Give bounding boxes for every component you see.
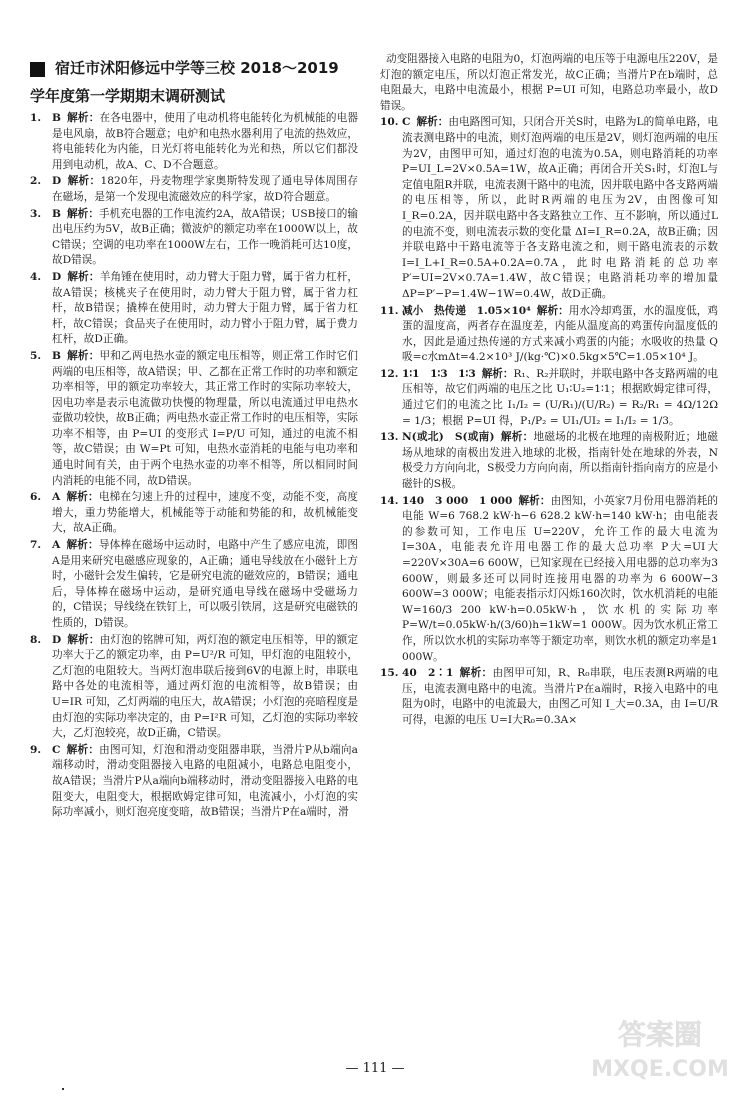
answer-key: C bbox=[52, 743, 61, 756]
left-answer-list bbox=[30, 111, 358, 821]
answer-item bbox=[30, 111, 358, 173]
answer-body bbox=[402, 666, 718, 728]
answer-body bbox=[402, 430, 718, 492]
analysis-text: 电梯在匀速上升的过程中，速度不变，动能不变，高度增大，重力势能增大，机械能等于动能和势能的和，故机械能变大，故A正确。 bbox=[52, 491, 359, 535]
svg-text:答案圈: 答案圈 bbox=[617, 1018, 703, 1051]
answer-key: D bbox=[52, 175, 62, 188]
analysis-text: 手机充电器的工作电流约2A，故A错误；USB接口的输出电压约为5V，故B正确；微波炉的额定功率在1000W以上，故C错误；空调的电功率在1000W左右，工作一晚消耗可达10度，故D错误。 bbox=[52, 207, 358, 267]
question-number: 11. bbox=[380, 304, 399, 317]
question-number: 10. bbox=[380, 116, 399, 129]
answer-key: N(或北) S(或南) bbox=[402, 431, 495, 444]
question-number: 15. bbox=[380, 667, 399, 680]
answer-key: B bbox=[52, 349, 61, 362]
analysis-label: 解析： bbox=[459, 667, 493, 680]
question-number: 9. bbox=[30, 743, 42, 756]
watermark-logo bbox=[590, 1010, 730, 1090]
question-number: 1. bbox=[30, 112, 42, 124]
analysis-text: 由图甲可知，R、R₀串联，电压表测R两端的电压，电流表测电路中的电流。当滑片P在a端时，R接入电路中的电阻为0时，电路中的电流最大，由图乙可知 I_大=0.3A，由 I=U/R 可得，电源的电压 U=I大R₀=0.3A× bbox=[402, 667, 719, 726]
analysis-label: 解析： bbox=[67, 175, 101, 188]
answer-item bbox=[380, 52, 718, 114]
answer-item bbox=[380, 115, 718, 302]
question-number: 13. bbox=[380, 431, 399, 444]
answer-body bbox=[52, 349, 358, 489]
analysis-label: 解析： bbox=[518, 494, 551, 507]
answer-item bbox=[30, 207, 358, 269]
answer-item bbox=[380, 666, 718, 728]
answer-body bbox=[52, 111, 358, 173]
question-number: 8. bbox=[30, 633, 42, 646]
section-heading bbox=[30, 58, 358, 79]
svg-text:MXQE.COM: MXQE.COM bbox=[591, 1057, 729, 1082]
analysis-text: 甲和乙两电热水壶的额定电压相等，则正常工作时它们两端的电压相等，故A错误；甲、乙都在正常工作时的功率和额定功率相等，甲的额定功率较大，其正常工作时的实际功率较大，因电功率是表示电流做功快慢的物理量，所以电流通过甲电热水壶做功较快，故B正确；两电热水壶正常工作时的电压相等，实际功率不相等，由 P=UI 的变形式 I=P/U 可知，通过的电流不相等，故C错误；由 W=Pt 可知，电热水壶消耗的电能与电功率和通电时间有关，由于两个电热水壶的功率不相等，所以相同时间内消耗的电能不同，故D错误。 bbox=[52, 349, 359, 487]
analysis-text: 动变阻器接入电路的电阻为0，灯泡两端的电压等于电源电压220V，是灯泡的额定电压，所以灯泡正常发光，故C正确；当滑片P在b端时，总电阻最大，电路中电流最小，根据 P=UI 可知，电路总功率最小，故D错误。 bbox=[380, 53, 718, 112]
answer-body bbox=[52, 538, 358, 632]
answer-body bbox=[52, 490, 358, 537]
answer-key: A bbox=[52, 539, 61, 552]
analysis-text: 由灯泡的铭牌可知，两灯泡的额定电压相等，甲的额定功率大于乙的额定功率，由 P=U²/R 可知，甲灯泡的电阻较小，乙灯泡的电阻较大。当两灯泡串联后接到6V的电源上时，串联电路中各处的电流相等，通过两灯泡的电流相等，故B错误；由 U=IR 可知，乙灯两端的电压大，故A错误；小灯泡的亮暗程度是由灯泡的实际功率决定的，由 P=I²R 可知，乙灯泡的实际功率较大，乙灯泡较亮，故D正确，C错误。 bbox=[52, 633, 359, 740]
answer-key: 减小 热传递 1.05×10⁴ bbox=[402, 304, 531, 317]
right-answer-list bbox=[380, 52, 718, 729]
answer-item bbox=[380, 494, 718, 666]
answer-key: C bbox=[402, 116, 411, 129]
answer-key: 1∶1 1∶3 1∶3 bbox=[402, 367, 476, 380]
answer-item bbox=[380, 367, 718, 429]
analysis-label: 解析： bbox=[66, 539, 99, 552]
answer-body bbox=[380, 52, 718, 114]
analysis-label: 解析： bbox=[66, 349, 100, 362]
analysis-label: 解析： bbox=[66, 207, 99, 220]
answer-key: 140 3 000 1 000 bbox=[402, 494, 513, 507]
question-number: 14. bbox=[380, 494, 399, 507]
answer-item bbox=[30, 490, 358, 537]
answer-body bbox=[52, 270, 358, 348]
analysis-label: 解析： bbox=[67, 633, 100, 646]
analysis-text: 羊角锤在使用时，动力臂大于阻力臂，属于省力杠杆，故A错误；核桃夹子在使用时，动力臂大于阻力臂，属于省力杠杆，故B错误；撬棒在使用时，动力臂大于阻力臂，属于省力杠杆，故C错误；食品夹子在使用时，动力臂小于阻力臂，属于费力杠杆，故D正确。 bbox=[52, 270, 359, 346]
answer-body bbox=[52, 633, 358, 742]
question-number: 12. bbox=[380, 367, 399, 380]
answer-key: D bbox=[52, 270, 62, 283]
analysis-label: 解析： bbox=[66, 112, 100, 124]
question-number: 5. bbox=[30, 349, 42, 362]
analysis-label: 解析： bbox=[500, 431, 534, 444]
analysis-label: 解析： bbox=[536, 304, 569, 317]
answer-key: A bbox=[52, 491, 61, 504]
answer-item bbox=[30, 270, 358, 348]
answer-body bbox=[52, 174, 358, 205]
answer-key: 40 2∶1 bbox=[402, 667, 454, 680]
answer-item bbox=[380, 304, 718, 366]
answer-body bbox=[402, 304, 718, 366]
answer-item bbox=[30, 743, 358, 821]
analysis-label: 解析： bbox=[66, 491, 99, 504]
question-number: 6. bbox=[30, 491, 42, 504]
answer-item bbox=[30, 174, 358, 205]
answer-item bbox=[380, 430, 718, 492]
analysis-text: 由图知，小英家7月份用电器消耗的电能 W=6 768.2 kW·h−6 628.2 kW·h=140 kW·h；由电能表的参数可知，工作电压 U=220V，允许工作的最大电流为 I=30A，电能表允许用电器工作的最大总功率 P大=UI大=220V×30A=6 600W，已知家现在已经接入用电器的总功率为3 600W，则最多还可以同时连接用电器的功率为 6 600W−3 600W=3 000W；电能表指示灯闪烁160次时，饮水机消耗的电能 W=160/3 200 kW·h=0.05kW·h，饮水机的实际功率 P=W/t=0.05kW·h/(3/60)h=1kW=1 000W。因为饮水机正常工作，所以饮水机的实际功率等于额定功率，则饮水机的额定功率是1 000W。 bbox=[402, 494, 718, 663]
answer-body bbox=[402, 494, 718, 666]
heading-square-icon bbox=[30, 62, 45, 77]
question-number: 4. bbox=[30, 270, 42, 283]
analysis-label: 解析： bbox=[416, 116, 449, 129]
analysis-label: 解析： bbox=[66, 743, 100, 756]
analysis-text: 地磁场的北极在地理的南极附近；地磁场从地球的南极出发进入地球的北极，指南针处在地球的外表，N极受力方向向北，S极受力方向向南，所以指南针指向南方的应是小磁针的S极。 bbox=[402, 431, 718, 491]
question-number: 3. bbox=[30, 207, 42, 220]
analysis-text: R₁、R₂并联时，并联电路中各支路两端的电压相等，故它们两端的电压之比 U₁∶U₂=1∶1；根据欧姆定律可得，通过它们的电流之比 I₁/I₂ = (U/R₁)/(U/R₂) = R₂/R₁ = 4Ω/12Ω = 1/3；根据 P=UI 得，P₁/P₂ = UI₁/UI₂ = I₁/I₂ = 1/3。 bbox=[402, 367, 719, 427]
answer-key: D bbox=[52, 633, 62, 646]
analysis-text: 由电路图可知，只闭合开关S时，电路为L的简单电路，电流表测电路中的电流，则灯泡两端的电压是2V，则灯泡两端的电压为2V，由图甲可知，通过灯泡的电流为0.5A，则电路消耗的功率 P=UI_L=2V×0.5A=1W，故A正确；再闭合开关S₁时，灯泡L与定值电阻R并联，电流表测干路中的电流，因并联电路中各支路两端的电压相等，所以，此时R两端的电压为2V，由图像可知 I_R=0.2A，因并联电路中各支路独立工作、互不影响，所以通过L的电流不变，则电流表示数的变化量 ΔI=I_R=0.2A，故B正确；因并联电路中干路电流等于各支路电流之和，则干路电流表的示数 I=I_L+I_R=0.5A+0.2A=0.7A，此时电路消耗的总功率 P′=UI=2V×0.7A=1.4W，故C错误；电路消耗功率的增加量 ΔP=P′−P=1.4W−1W=0.4W，故D正确。 bbox=[402, 116, 718, 300]
answer-body bbox=[52, 743, 358, 821]
question-number: 7. bbox=[30, 539, 42, 552]
heading-line1: 宿迁市沭阳修远中学等三校 2018～2019 bbox=[55, 59, 339, 77]
right-column bbox=[380, 52, 718, 730]
answer-body bbox=[402, 115, 718, 302]
question-number: 2. bbox=[30, 175, 42, 188]
answer-key: B bbox=[52, 112, 61, 124]
analysis-text: 导体棒在磁场中运动时，电路中产生了感应电流，即图A是用来研究电磁感应现象的，A正确；通电导线放在小磁针上方时，小磁针会发生偏转，它是研究电流的磁效应的，B错误；通电后，导体棒在磁场中运动，是研究通电导线在磁场中受磁场力的，C错误；导线绕在铁钉上，可以吸引铁屑，这是研究电磁铁的性质的，D错误。 bbox=[52, 539, 359, 629]
page-number: — 111 — bbox=[345, 1061, 405, 1076]
answer-body bbox=[52, 207, 358, 269]
answer-key: B bbox=[52, 207, 61, 220]
stray-dot bbox=[62, 1088, 64, 1090]
analysis-label: 解析： bbox=[67, 270, 100, 283]
analysis-text: 由图可知，灯泡和滑动变阻器串联，当滑片P从b端向a端移动时，滑动变阻器接入电路的电阻减小，电路总电阻变小，故A错误；当滑片P从a端向b端移动时，滑动变阻器接入电路的电阻变大，电阻变大，根据欧姆定律可知，电流减小，小灯泡的实际功率减小，则灯泡亮度变暗，故B错误；当滑片P在a端时，滑 bbox=[52, 743, 359, 819]
answer-item bbox=[30, 349, 358, 489]
left-column bbox=[30, 58, 358, 822]
heading-line2: 学年度第一学期期末调研测试 bbox=[30, 87, 226, 105]
analysis-text: 在各电器中，使用了电动机将电能转化为机械能的电器是电风扇，故B符合题意；电炉和电热水器利用了电流的热效应，将电能转化为内能，日光灯将电能转化为光和热，所以它们都没用到电动机，故A、C、D不合题意。 bbox=[52, 112, 359, 171]
analysis-text: 用水冷却鸡蛋，水的温度低，鸡蛋的温度高，两者存在温度差，内能从温度高的鸡蛋传向温度低的水，因此是通过热传递的方式来减小鸡蛋的内能；水吸收的热量 Q吸=c水mΔt=4.2×10³ J/(kg·℃)×0.5kg×5℃=1.05×10⁴ J。 bbox=[402, 304, 719, 364]
analysis-text: 1820年，丹麦物理学家奥斯特发现了通电导体周围存在磁场，是第一个发现电流磁效应的科学家，故D符合题意。 bbox=[52, 175, 359, 203]
answer-body bbox=[402, 367, 718, 429]
analysis-label: 解析： bbox=[481, 367, 514, 380]
answer-item bbox=[30, 633, 358, 742]
answer-item bbox=[30, 538, 358, 632]
